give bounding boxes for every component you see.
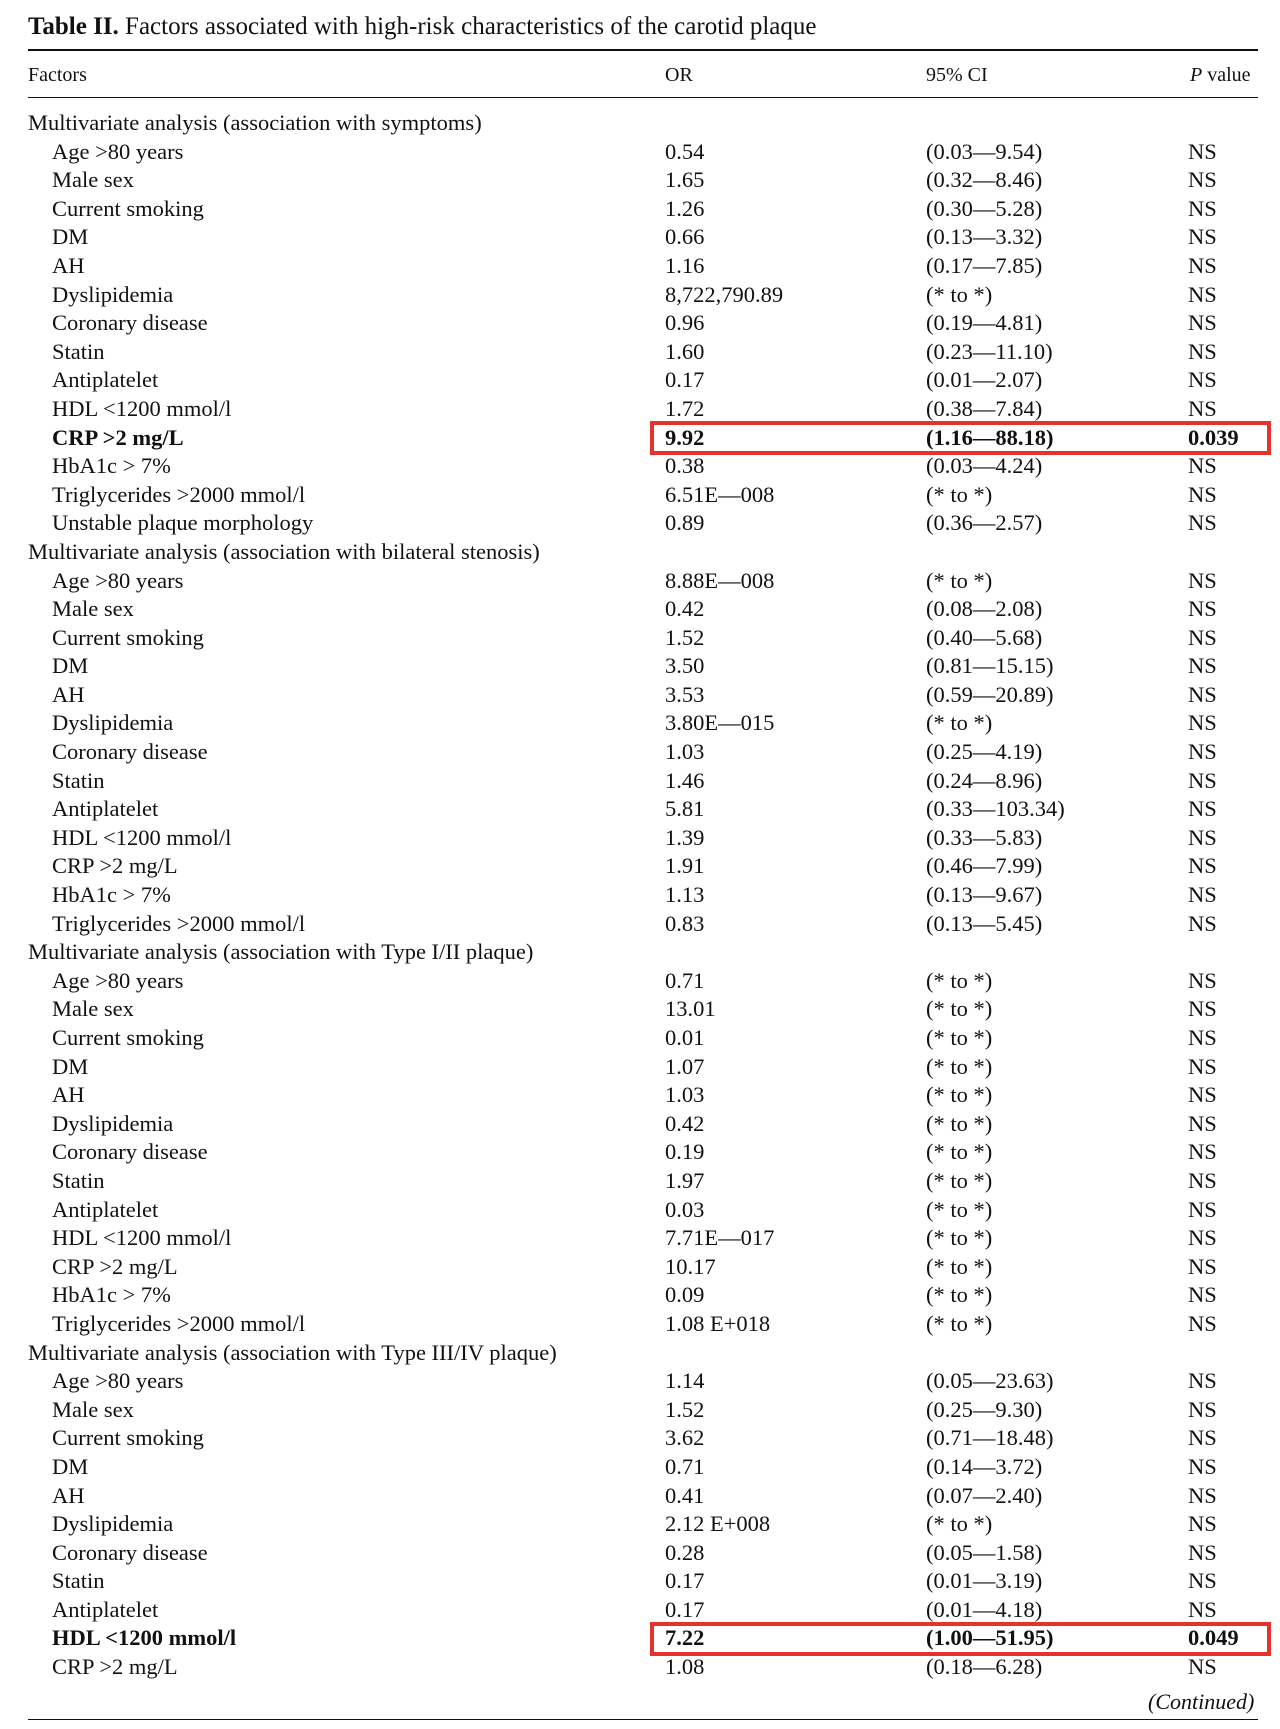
ci-cell: (* to *) [926,1167,993,1193]
factor-cell: Statin [52,767,105,793]
factor-cell: Dyslipidemia [52,710,174,736]
or-cell: 0.19 [665,1139,705,1165]
ci-cell: (0.13—3.32) [926,224,1043,250]
or-cell: 1.16 [665,252,705,278]
or-cell: 1.72 [665,395,705,421]
table-row [0,1482,1280,1511]
table-row [0,995,1280,1024]
or-cell: 1.65 [665,167,705,193]
or-cell: 1.08 [665,1654,705,1680]
p-value-cell: NS [1188,910,1217,936]
ci-cell: (0.33—103.34) [926,796,1065,822]
table-row [0,509,1280,538]
ci-cell: (0.13—9.67) [926,882,1043,908]
table-row [0,138,1280,167]
table-row [0,1196,1280,1225]
table-row [0,1367,1280,1396]
table-row [0,395,1280,424]
p-value-cell: NS [1188,1568,1217,1594]
factor-cell: Unstable plaque morphology [52,510,314,536]
factor-cell: HbA1c > 7% [52,453,171,479]
or-cell: 0.96 [665,310,705,336]
factor-cell: Coronary disease [52,310,208,336]
highlighted-table-row [0,1624,1280,1653]
table-row [0,252,1280,281]
section-heading: Multivariate analysis (association with Type I/II plaque) [28,939,534,965]
ci-cell: (* to *) [926,567,993,593]
or-cell: 0.03 [665,1196,705,1222]
ci-cell: (* to *) [926,1110,993,1136]
factor-cell: CRP >2 mg/L [52,1253,178,1279]
factor-cell: Male sex [52,167,134,193]
ci-cell: (0.03—9.54) [926,138,1043,164]
factor-cell: Coronary disease [52,739,208,765]
p-value-cell: NS [1188,596,1217,622]
or-cell: 1.52 [665,1396,705,1422]
table-row [0,910,1280,939]
p-value-cell: NS [1188,1539,1217,1565]
table-row [0,452,1280,481]
p-value-cell: NS [1188,224,1217,250]
ci-cell: (* to *) [926,1196,993,1222]
table-top-rule [28,49,1258,51]
factor-cell: Dyslipidemia [52,1110,174,1136]
factor-cell: Age >80 years [52,567,184,593]
p-value-cell: NS [1188,281,1217,307]
table-row [0,681,1280,710]
ci-cell: (0.17—7.85) [926,252,1043,278]
factor-cell: DM [52,1053,89,1079]
factor-cell: Current smoking [52,624,204,650]
p-value-cell: NS [1188,1139,1217,1165]
factor-cell: Triglycerides >2000 mmol/l [52,910,306,936]
p-value-cell: NS [1188,1482,1217,1508]
p-value-cell: NS [1188,481,1217,507]
table-header-rule [28,97,1258,98]
ci-cell: (* to *) [926,1025,993,1050]
table-header-row [0,58,1280,92]
or-cell: 3.50 [665,653,705,679]
p-value-cell: NS [1188,1053,1217,1079]
or-cell: 1.46 [665,767,705,793]
p-value-cell: NS [1188,1167,1217,1193]
p-value-cell: NS [1188,167,1217,193]
table-caption-text: Factors associated with high-risk characteristics of the carotid plaque [125,13,817,40]
or-cell: 7.22 [665,1625,705,1651]
factor-cell: Statin [52,338,105,364]
or-cell: 3.80E—015 [665,710,775,736]
table-row [0,1510,1280,1539]
header-p-rest: value [1202,64,1251,86]
table-row [0,223,1280,252]
ci-cell: (* to *) [926,281,993,307]
or-cell: 1.03 [665,1082,705,1108]
table-row [0,709,1280,738]
table-caption-label: Table II. [28,13,119,40]
p-value-cell: NS [1188,138,1217,164]
table-row [0,1138,1280,1167]
ci-cell: (1.16—88.18) [926,424,1054,450]
table-row [0,1110,1280,1139]
p-value-cell: NS [1188,1310,1217,1336]
ci-cell: (0.01—4.18) [926,1596,1043,1622]
or-cell: 8,722,790.89 [665,281,784,307]
factor-cell: Male sex [52,1396,134,1422]
table-row [0,824,1280,853]
or-cell: 0.17 [665,1596,705,1622]
or-cell: 1.07 [665,1053,705,1079]
ci-cell: (* to *) [926,710,993,736]
section-heading-row [0,109,1280,138]
factor-cell: Antiplatelet [52,1196,159,1222]
section-heading-row [0,538,1280,567]
or-cell: 0.28 [665,1539,705,1565]
section-heading: Multivariate analysis (association with symptoms) [28,110,482,135]
table-row [0,1653,1280,1682]
or-cell: 6.51E—008 [665,481,775,507]
ci-cell: (0.59—20.89) [926,681,1054,707]
p-value-cell: NS [1188,1654,1217,1680]
factor-cell: DM [52,1453,89,1479]
factor-cell: HDL <1200 mmol/l [52,395,232,421]
factor-cell: Statin [52,1568,105,1594]
table-caption [28,10,1258,44]
p-value-cell: NS [1188,195,1217,221]
p-value-cell: NS [1188,624,1217,650]
ci-cell: (0.33—5.83) [926,824,1043,850]
factor-cell: AH [52,252,85,278]
p-value-cell: NS [1188,996,1217,1022]
factor-cell: CRP >2 mg/L [52,853,178,879]
ci-cell: (0.08—2.08) [926,596,1043,622]
header-p-value [1190,58,1251,92]
ci-cell: (0.71—18.48) [926,1425,1054,1451]
ci-cell: (* to *) [926,1082,993,1108]
header-factors: Factors [28,64,87,86]
section-heading: Multivariate analysis (association with bilateral stenosis) [28,538,540,564]
p-value-cell: NS [1188,567,1217,593]
p-value-cell: NS [1188,710,1217,736]
table-row [0,767,1280,796]
or-cell: 0.71 [665,967,705,993]
table-row [0,195,1280,224]
table-row [0,652,1280,681]
ci-cell: (* to *) [926,1225,993,1251]
p-value-cell: NS [1188,882,1217,908]
ci-cell: (* to *) [926,1511,993,1537]
or-cell: 13.01 [665,996,716,1022]
table-row [0,852,1280,881]
p-value-cell: NS [1188,510,1217,536]
or-cell: 0.89 [665,510,705,536]
p-value-cell: NS [1188,395,1217,421]
ci-cell: (0.01—3.19) [926,1568,1043,1594]
ci-cell: (0.25—9.30) [926,1396,1043,1422]
p-value-cell: NS [1188,1225,1217,1251]
p-value-cell: NS [1188,338,1217,364]
factor-cell: CRP >2 mg/L [52,424,184,450]
or-cell: 1.26 [665,195,705,221]
table-row [0,1596,1280,1625]
table-row [0,481,1280,510]
or-cell: 0.83 [665,910,705,936]
ci-cell: (* to *) [926,1310,993,1336]
table-row [0,1424,1280,1453]
factor-cell: Male sex [52,596,134,622]
ci-cell: (0.19—4.81) [926,310,1043,336]
header-ci: 95% CI [926,64,988,86]
ci-cell: (0.01—2.07) [926,367,1043,393]
or-cell: 0.17 [665,1568,705,1594]
or-cell: 1.14 [665,1368,705,1394]
table-body [0,109,1280,1682]
p-value-cell: NS [1188,653,1217,679]
ci-cell: (* to *) [926,996,993,1022]
table-row [0,624,1280,653]
factor-cell: AH [52,1482,85,1508]
or-cell: 1.39 [665,824,705,850]
factor-cell: AH [52,681,85,707]
factor-cell: Statin [52,1167,105,1193]
section-heading-row [0,1339,1280,1368]
table-row [0,1453,1280,1482]
table-bottom-rule [28,1719,1258,1720]
table-row [0,1024,1280,1053]
table-row [0,881,1280,910]
table-row [0,1310,1280,1339]
factor-cell: HDL <1200 mmol/l [52,1225,232,1251]
factor-cell: Age >80 years [52,1368,184,1394]
factor-cell: Triglycerides >2000 mmol/l [52,481,306,507]
or-cell: 0.38 [665,453,705,479]
ci-cell: (0.07—2.40) [926,1482,1043,1508]
or-cell: 0.42 [665,1110,705,1136]
or-cell: 9.92 [665,424,705,450]
section-heading: Multivariate analysis (association with Type III/IV plaque) [28,1339,557,1365]
table-row [0,967,1280,996]
or-cell: 8.88E—008 [665,567,775,593]
table-row [0,1053,1280,1082]
factor-cell: Male sex [52,996,134,1022]
table-row [0,366,1280,395]
ci-cell: (* to *) [926,1139,993,1165]
p-value-cell: NS [1188,967,1217,993]
or-cell: 1.91 [665,853,705,879]
ci-cell: (0.14—3.72) [926,1453,1043,1479]
factor-cell: Age >80 years [52,138,184,164]
p-value-cell: 0.049 [1188,1625,1239,1651]
factor-cell: DM [52,224,89,250]
or-cell: 0.17 [665,367,705,393]
factor-cell: HbA1c > 7% [52,1282,171,1308]
table-row [0,1081,1280,1110]
table-row [0,1539,1280,1568]
table-row [0,1567,1280,1596]
p-value-cell: NS [1188,767,1217,793]
p-value-cell: NS [1188,1110,1217,1136]
factor-cell: Coronary disease [52,1139,208,1165]
or-cell: 3.62 [665,1425,705,1451]
factor-cell: Dyslipidemia [52,281,174,307]
ci-cell: (0.05—1.58) [926,1539,1043,1565]
p-value-cell: NS [1188,252,1217,278]
ci-cell: (0.05—23.63) [926,1368,1054,1394]
factor-cell: Antiplatelet [52,796,159,822]
p-value-cell: NS [1188,824,1217,850]
highlight-box [650,421,1271,455]
factor-cell: HbA1c > 7% [52,882,171,908]
table-row [0,567,1280,596]
factor-cell: DM [52,653,89,679]
table-row [0,1396,1280,1425]
factor-cell: CRP >2 mg/L [52,1654,178,1680]
ci-cell: (0.81—15.15) [926,653,1054,679]
or-cell: 0.01 [665,1025,705,1050]
table-row [0,338,1280,367]
p-value-cell: NS [1188,1282,1217,1308]
p-value-cell: NS [1188,681,1217,707]
table-row [0,281,1280,310]
or-cell: 0.09 [665,1282,705,1308]
table-row [0,166,1280,195]
or-cell: 1.03 [665,739,705,765]
or-cell: 0.41 [665,1482,705,1508]
p-value-cell: NS [1188,1425,1217,1451]
table-row [0,1253,1280,1282]
or-cell: 10.17 [665,1253,716,1279]
highlight-box [650,1622,1271,1656]
p-value-cell: NS [1188,367,1217,393]
p-value-cell: NS [1188,853,1217,879]
factor-cell: AH [52,1082,85,1108]
factor-cell: Coronary disease [52,1539,208,1565]
p-value-cell: NS [1188,1025,1217,1050]
p-value-cell: NS [1188,310,1217,336]
ci-cell: (0.25—4.19) [926,739,1043,765]
ci-cell: (0.40—5.68) [926,624,1043,650]
or-cell: 7.71E—017 [665,1225,775,1251]
p-value-cell: NS [1188,453,1217,479]
continued-note: (Continued) [1148,1689,1255,1714]
or-cell: 0.66 [665,224,705,250]
or-cell: 5.81 [665,796,705,822]
factor-cell: Current smoking [52,195,204,221]
ci-cell: (0.23—11.10) [926,338,1053,364]
factor-cell: Current smoking [52,1425,204,1451]
p-value-cell: NS [1188,796,1217,822]
ci-cell: (0.38—7.84) [926,395,1043,421]
p-value-cell: NS [1188,1396,1217,1422]
or-cell: 1.52 [665,624,705,650]
table-row [0,738,1280,767]
table-row [0,595,1280,624]
ci-cell: (0.24—8.96) [926,767,1043,793]
highlighted-table-row [0,424,1280,453]
table-row [0,309,1280,338]
table-row [0,1281,1280,1310]
table-row [0,1167,1280,1196]
ci-cell: (0.36—2.57) [926,510,1043,536]
ci-cell: (* to *) [926,1053,993,1079]
or-cell: 3.53 [665,681,705,707]
or-cell: 1.60 [665,338,705,364]
or-cell: 0.42 [665,596,705,622]
section-heading-row [0,938,1280,967]
table-row [0,795,1280,824]
table-row [0,1224,1280,1253]
ci-cell: (0.30—5.28) [926,195,1043,221]
or-cell: 0.54 [665,138,705,164]
factor-cell: Triglycerides >2000 mmol/l [52,1310,306,1336]
or-cell: 1.97 [665,1167,705,1193]
factor-cell: Dyslipidemia [52,1511,174,1537]
header-or: OR [665,64,693,86]
p-value-cell: 0.039 [1188,424,1239,450]
or-cell: 1.13 [665,882,705,908]
p-value-cell: NS [1188,1596,1217,1622]
ci-cell: (0.46—7.99) [926,853,1043,879]
ci-cell: (0.32—8.46) [926,167,1043,193]
factor-cell: Antiplatelet [52,1596,159,1622]
p-value-cell: NS [1188,1511,1217,1537]
p-value-cell: NS [1188,1253,1217,1279]
p-value-cell: NS [1188,739,1217,765]
ci-cell: (0.03—4.24) [926,453,1043,479]
factor-cell: HDL <1200 mmol/l [52,1625,237,1651]
factor-cell: Current smoking [52,1025,204,1050]
ci-cell: (* to *) [926,1253,993,1279]
p-value-cell: NS [1188,1082,1217,1108]
factor-cell: Age >80 years [52,967,184,993]
p-value-cell: NS [1188,1453,1217,1479]
factor-cell: Antiplatelet [52,367,159,393]
p-value-cell: NS [1188,1196,1217,1222]
factor-cell: HDL <1200 mmol/l [52,824,232,850]
or-cell: 1.08 E+018 [665,1310,771,1336]
ci-cell: (1.00—51.95) [926,1625,1054,1651]
ci-cell: (0.13—5.45) [926,910,1043,936]
p-value-cell: NS [1188,1368,1217,1394]
header-p-italic: P [1190,64,1203,86]
ci-cell: (* to *) [926,967,993,993]
ci-cell: (* to *) [926,481,993,507]
or-cell: 2.12 E+008 [665,1511,771,1537]
ci-cell: (* to *) [926,1282,993,1308]
ci-cell: (0.18—6.28) [926,1654,1043,1680]
or-cell: 0.71 [665,1453,705,1479]
